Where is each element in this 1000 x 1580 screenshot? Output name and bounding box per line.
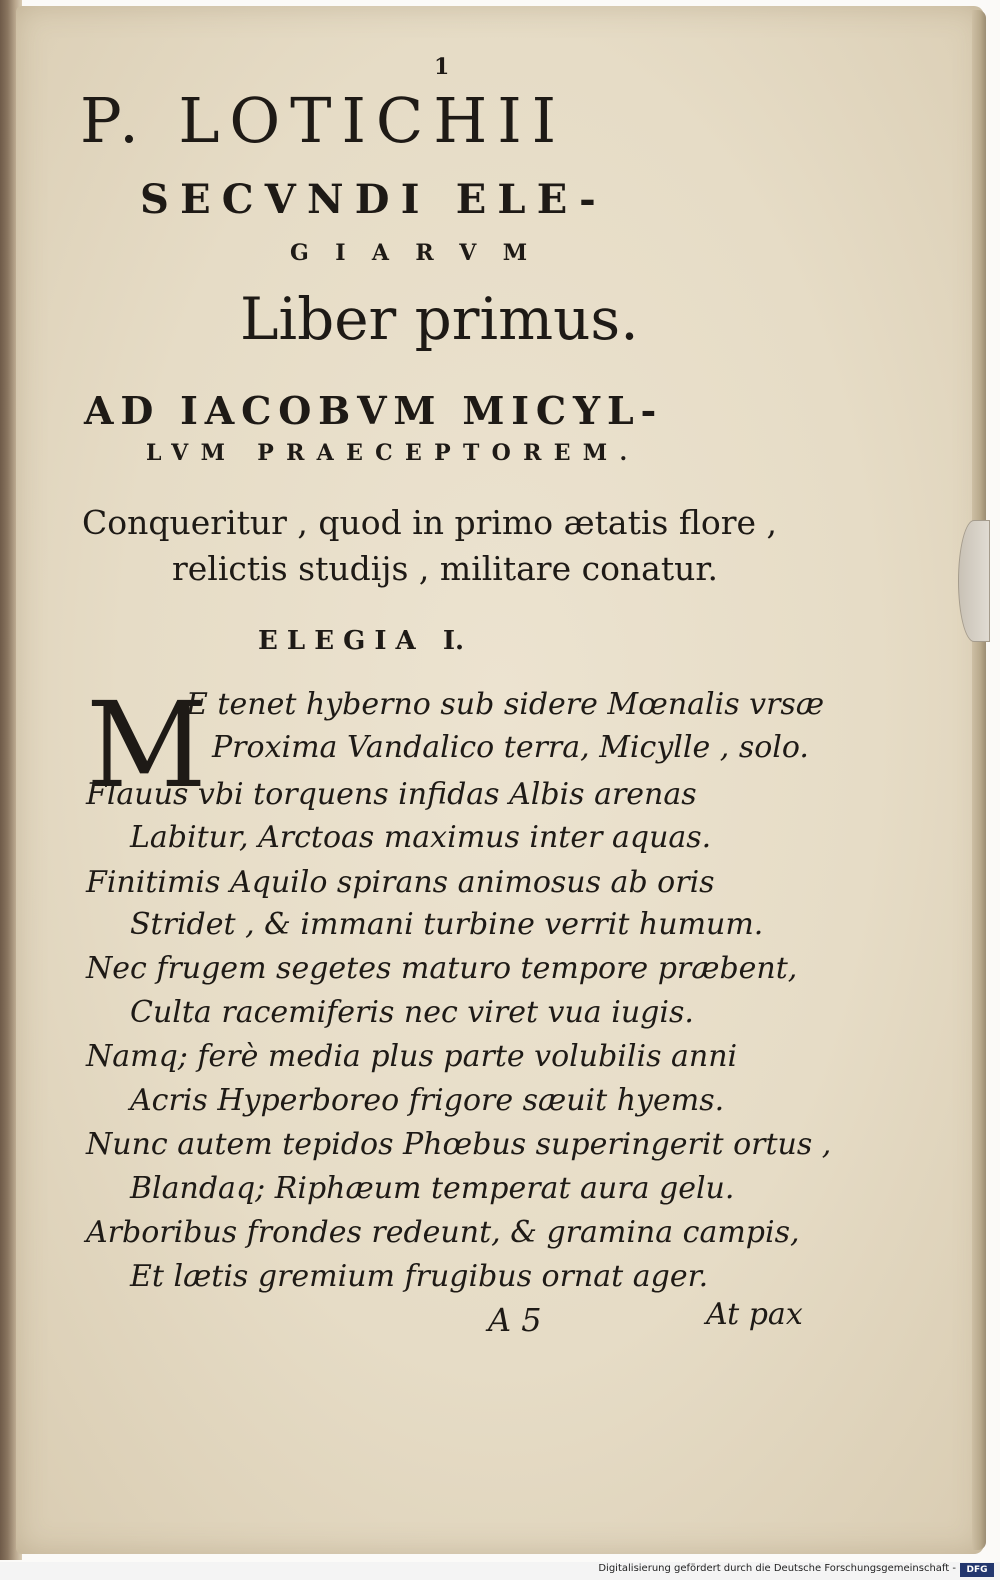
- dedication-line-1: AD IACOBVM MICYL-: [84, 388, 664, 433]
- dedication-line-2: LVM PRAECEPTOREM.: [146, 440, 640, 466]
- title-line-2: SECVNDI ELE-: [140, 176, 607, 223]
- page-edge: [972, 10, 986, 1550]
- funding-credit: Digitalisierung gefördert durch die Deutsche Forschungsgemeinschaft -: [598, 1563, 956, 1574]
- verse-line: Nec frugem segetes maturo tempore præbent,: [86, 951, 798, 986]
- book-title: Liber primus.: [240, 285, 639, 353]
- verse-line: Stridet , & immani turbine verrit humum.: [130, 907, 764, 942]
- catchword: At pax: [706, 1297, 803, 1332]
- verse-line: Namq; ferè media plus parte volubilis anni: [86, 1039, 738, 1074]
- page-clip: [958, 520, 990, 642]
- verse-line: Culta racemiferis nec viret vua iugis.: [130, 995, 694, 1030]
- verse-line: Finitimis Aquilo spirans animosus ab oris: [86, 865, 715, 900]
- verse-line: E tenet hyberno sub sidere Mœnalis vrsæ: [186, 687, 825, 722]
- verse-line: Acris Hyperboreo frigore sæuit hyems.: [130, 1083, 725, 1118]
- verse-line: Flauus vbi torquens infidas Albis arenas: [86, 777, 697, 812]
- argument-line-1: Conqueritur , quod in primo ætatis flore ,: [82, 503, 777, 542]
- title-line-1: P. LOTICHII: [80, 84, 567, 157]
- verse-line: Et lætis gremium frugibus ornat ager.: [130, 1259, 709, 1294]
- verse-line: Nunc autem tepidos Phœbus superingerit ortus ,: [86, 1127, 832, 1162]
- signature-mark: A 5: [488, 1301, 542, 1339]
- verse-line: Arboribus frondes redeunt, & gramina campis,: [86, 1215, 800, 1250]
- title-line-3: GIARVM: [290, 240, 554, 266]
- verse-line: Blandaq; Riphæum temperat aura gelu.: [130, 1171, 735, 1206]
- drop-cap: M: [86, 676, 207, 814]
- dfg-logo: DFG: [960, 1563, 994, 1577]
- page-number: 1: [434, 54, 450, 80]
- verse-line: Proxima Vandalico terra, Micylle , solo.: [212, 730, 809, 765]
- verse-line: Labitur, Arctoas maximus inter aquas.: [130, 820, 712, 855]
- elegy-heading: E L E G I A I.: [258, 626, 465, 656]
- argument-line-2: relictis studijs , militare conatur.: [172, 549, 719, 588]
